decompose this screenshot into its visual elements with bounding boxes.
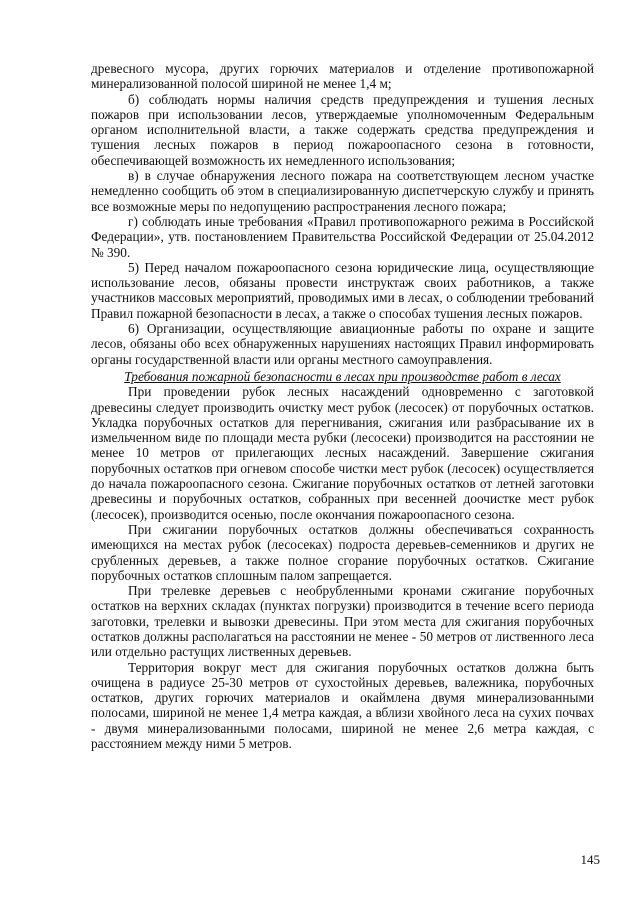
paragraph: При проведении рубок лесных насаждений одновременно с заготовкой древесины следует производить очистку мест рубок (лесосек) от порубочных остатков. Укладка порубочных остатков для перегнивания, сжигания или разбрасывание их в измельченном виде по площади места рубки (лесосеки) производится на расстоянии не менее 10 метров от прилегающих лесных насаждений. Завершение сжигания порубочных остатков при огневом способе чистки мест рубок (лесосек) осуществляется до начала пожароопасного сезона. Сжигание порубочных остатков от летней заготовки древесины и порубочных остатков, собранных при весенней доочистке мест рубок (лесосек), производится осенью, после окончания пожароопасного сезона.	[91, 384, 594, 522]
paragraph: Территория вокруг мест для сжигания порубочных остатков должна быть очищена в радиусе 25-30 метров от сухостойных деревьев, валежника, порубочных остатков, других горючих материалов и окаймлена двумя минерализованными полосами, шириной не менее 1,4 метра каждая, а вблизи хвойного леса на сухих почвах - двумя минерализованными полосами, шириной не менее 2,6 метра каждая, с расстоянием между ними 5 метров.	[91, 659, 594, 752]
paragraph: г) соблюдать иные требования «Правил противопожарного режима в Российской Федерации», утв. постановлением Правительства Российской Федерации от 25.04.2012 № 390.	[91, 213, 594, 260]
paragraph: б) соблюдать нормы наличия средств предупреждения и тушения лесных пожаров при использовании лесов, утверждаемые уполномоченным Федеральным органом исполнительной власти, а также содержать средства предупреждения и тушения лесных пожаров в период пожароопасного сезона в готовности, обеспечивающей возможность их немедленного использования;	[91, 91, 594, 168]
paragraph: древесного мусора, других горючих материалов и отделение противопожарной минерализованной полосой шириной не менее 1,4 м;	[91, 61, 594, 92]
paragraph: При трелевке деревьев с необрубленными кронами сжигание порубочных остатков на верхних складах (пунктах погрузки) производится в течение всего периода заготовки, трелевки и вывозки древесины. При этом места для сжигания порубочных остатков должны располагаться на расстоянии не менее - 50 метров от лиственного леса или отдельно растущих лиственных деревьев.	[91, 583, 594, 660]
paragraph: в) в случае обнаружения лесного пожара на соответствующем лесном участке немедленно сообщить об этом в специализированную диспетчерскую службу и принять все возможные меры по недопущению распространения лесного пожара;	[91, 168, 594, 214]
paragraph: 6) Организации, осуществляющие авиационные работы по охране и защите лесов, обязаны обо всех обнаруженных нарушениях настоящих Правил информировать органы государственной власти или органы местного самоуправления.	[91, 321, 594, 367]
document-body	[91, 61, 594, 751]
paragraph: 5) Перед началом пожароопасного сезона юридические лица, осуществляющие использование лесов, обязаны провести инструктаж своих работников, а также участников массовых мероприятий, проводимых ими в лесах, о соблюдении требований Правил пожарной безопасности в лесах, а также о способах тушения лесных пожаров.	[91, 259, 594, 321]
page-number: 145	[580, 852, 600, 867]
paragraph: При сжигании порубочных остатков должны обеспечиваться сохранность имеющихся на местах рубок (лесосеках) подроста деревьев-семенников и других не срубленных деревьев, а также полное сгорание порубочных остатков. Сжигание порубочных остатков сплошным палом запрещается.	[91, 521, 594, 583]
section-heading: Требования пожарной безопасности в лесах при производстве работ в лесах	[124, 368, 561, 384]
